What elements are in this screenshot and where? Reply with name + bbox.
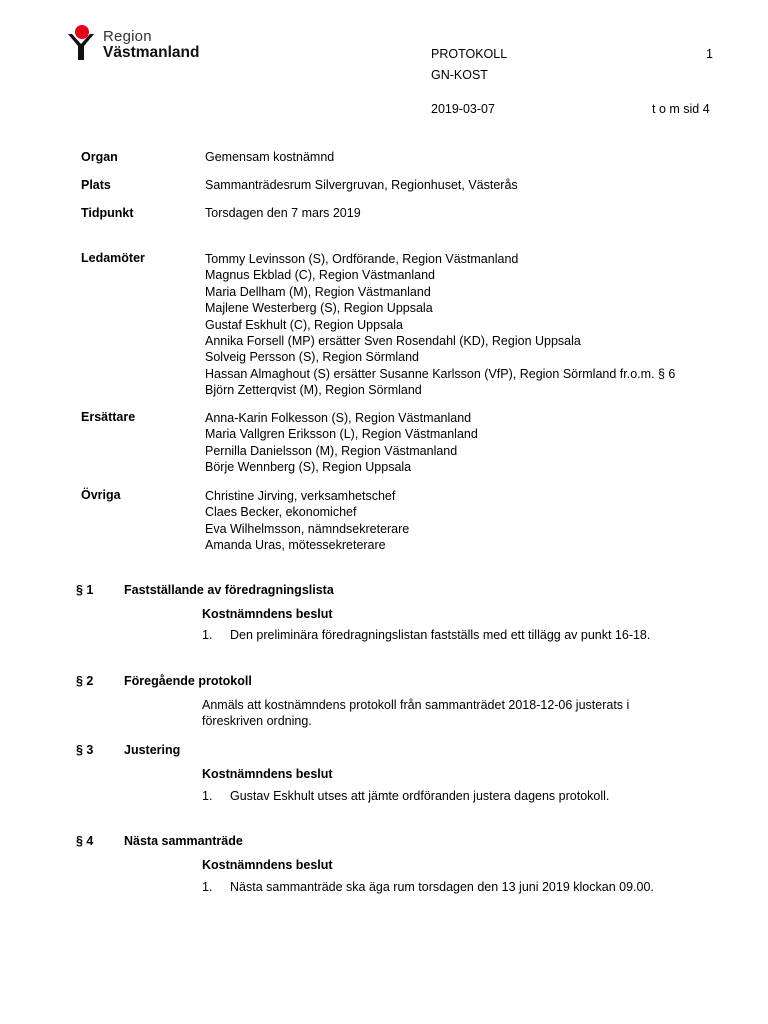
ersattare-item: Anna-Karin Folkesson (S), Region Västmanland bbox=[205, 411, 472, 425]
organ-label: Organ bbox=[81, 150, 118, 164]
ersattare-label: Ersättare bbox=[81, 410, 136, 424]
decision-heading: Kostnämndens beslut bbox=[202, 858, 333, 872]
logo-text-region: Region bbox=[103, 28, 152, 45]
ovriga-label: Övriga bbox=[81, 488, 121, 502]
doc-type: PROTOKOLL bbox=[431, 47, 508, 61]
ovriga-list bbox=[205, 488, 409, 554]
section-number: § 2 bbox=[76, 674, 94, 688]
ersattare-list bbox=[205, 410, 478, 476]
decision-item-number: 1. bbox=[202, 789, 213, 803]
section-paragraph-line: föreskriven ordning. bbox=[202, 714, 312, 728]
ersattare-item: Börje Wennberg (S), Region Uppsala bbox=[205, 460, 412, 475]
ledamot-item: Hassan Almaghout (S) ersätter Susanne Karlsson (VfP), Region Sörmland fr.o.m. § 6 bbox=[205, 366, 676, 381]
ovriga-item: Claes Becker, ekonomichef bbox=[205, 505, 357, 520]
ledamot-item: Annika Forsell (MP) ersätter Sven Rosendahl (KD), Region Uppsala bbox=[205, 333, 581, 348]
decision-item-number: 1. bbox=[202, 628, 213, 642]
organ-value: Gemensam kostnämnd bbox=[205, 150, 335, 164]
ledamot-item: Majlene Westerberg (S), Region Uppsala bbox=[205, 301, 433, 316]
committee-code: GN-KOST bbox=[431, 68, 488, 82]
decision-item-text: Gustav Eskhult utses att jämte ordföranden justera dagens protokoll. bbox=[230, 789, 610, 803]
section-title: Nästa sammanträde bbox=[124, 834, 243, 848]
ovriga-item: Amanda Uras, mötessekreterare bbox=[205, 538, 386, 553]
page-number: 1 bbox=[706, 47, 713, 61]
section-title: Fastställande av föredragningslista bbox=[124, 583, 334, 597]
ersattare-item: Maria Vallgren Eriksson (L), Region Västmanland bbox=[205, 427, 478, 442]
ovriga-item: Eva Wilhelmsson, nämndsekreterare bbox=[205, 521, 410, 536]
pages-note: t o m sid 4 bbox=[652, 102, 710, 116]
ledamot-item: Magnus Ekblad (C), Region Västmanland bbox=[205, 268, 435, 283]
ledamot-item: Gustaf Eskhult (C), Region Uppsala bbox=[205, 317, 404, 332]
ledamot-item: Björn Zetterqvist (M), Region Sörmland bbox=[205, 383, 422, 398]
tidpunkt-value: Torsdagen den 7 mars 2019 bbox=[205, 206, 361, 220]
section-number: § 1 bbox=[76, 583, 94, 597]
decision-heading: Kostnämndens beslut bbox=[202, 607, 333, 621]
region-logo bbox=[64, 24, 204, 64]
ledamoter-label: Ledamöter bbox=[81, 251, 145, 265]
decision-heading: Kostnämndens beslut bbox=[202, 767, 333, 781]
ersattare-item: Pernilla Danielsson (M), Region Västmanland bbox=[205, 443, 458, 458]
section-paragraph-line: Anmäls att kostnämndens protokoll från sammanträdet 2018-12-06 justerats i bbox=[202, 698, 630, 712]
region-logo-icon bbox=[64, 24, 100, 62]
ledamot-item: Solveig Persson (S), Region Sörmland bbox=[205, 350, 419, 365]
ovriga-item: Christine Jirving, verksamhetschef bbox=[205, 489, 396, 503]
section-title: Justering bbox=[124, 743, 181, 757]
plats-label: Plats bbox=[81, 178, 111, 192]
tidpunkt-label: Tidpunkt bbox=[81, 206, 134, 220]
plats-value: Sammanträdesrum Silvergruvan, Regionhuset, Västerås bbox=[205, 178, 518, 192]
decision-item-text: Nästa sammanträde ska äga rum torsdagen den 13 juni 2019 klockan 09.00. bbox=[230, 880, 654, 894]
section-number: § 4 bbox=[76, 834, 94, 848]
section-title: Föregående protokoll bbox=[124, 674, 252, 688]
ledamoter-list bbox=[205, 251, 675, 399]
decision-item-text: Den preliminära föredragningslistan fastställs med ett tillägg av punkt 16-18. bbox=[230, 628, 651, 642]
decision-item-number: 1. bbox=[202, 880, 213, 894]
logo-text-name: Västmanland bbox=[103, 44, 200, 61]
section-number: § 3 bbox=[76, 743, 94, 757]
meeting-date: 2019-03-07 bbox=[431, 102, 495, 116]
ledamot-item: Maria Dellham (M), Region Västmanland bbox=[205, 284, 431, 299]
ledamot-item: Tommy Levinsson (S), Ordförande, Region Västmanland bbox=[205, 252, 519, 266]
